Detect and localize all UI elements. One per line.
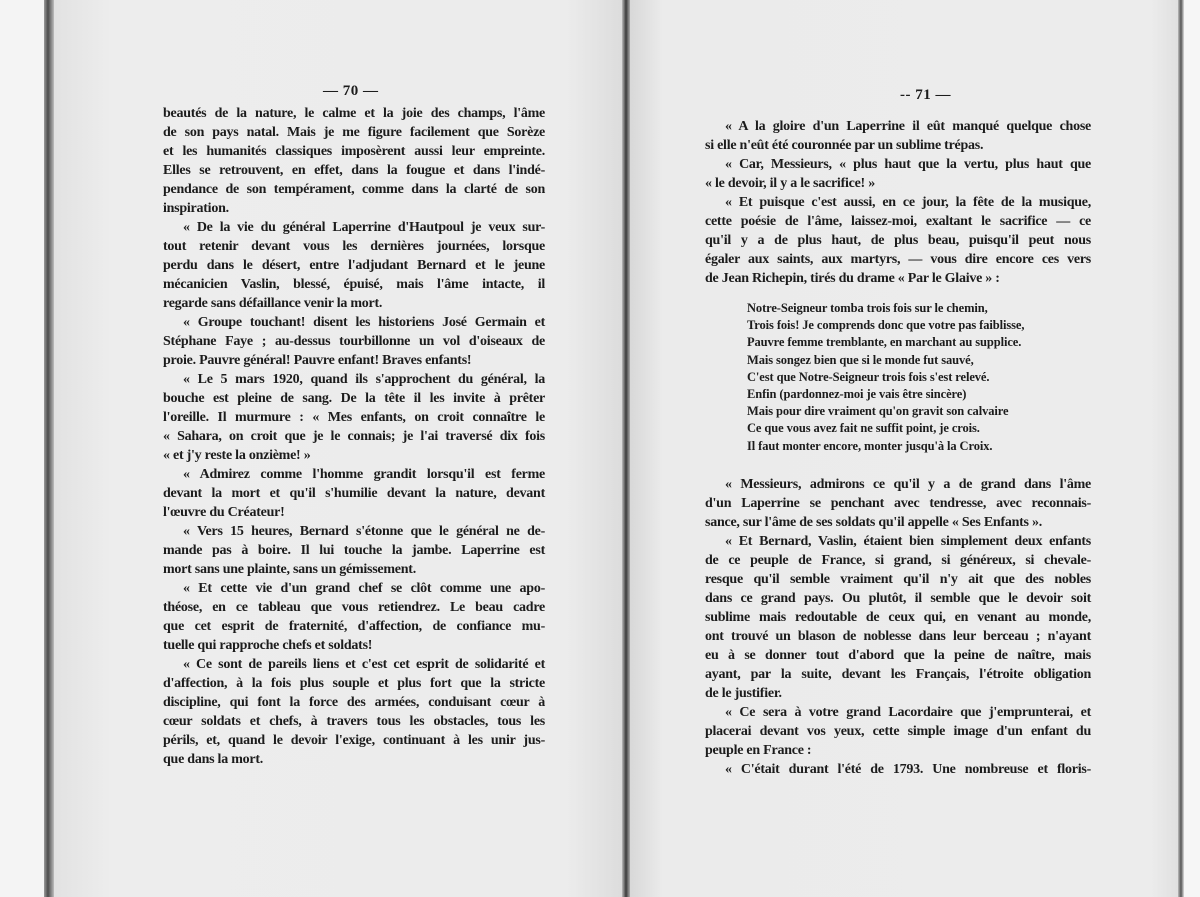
verse-quotation xyxy=(747,300,1024,455)
text-line: proie. Pauvre général! Pauvre enfant! Braves enfants! xyxy=(163,353,472,368)
text-line: « Sahara, on croit que je le connais; je l'ai traversé dix fois xyxy=(163,429,545,444)
text-line: « Groupe touchant! disent les historiens José Germain et xyxy=(183,315,545,330)
text-line: de son pays natal. Mais je me figure facilement que Sorèze xyxy=(163,125,545,140)
text-line: égaler aux saints, aux martyrs, — vous dire encore ces vers xyxy=(705,252,1091,267)
text-line: « C'était durant l'été de 1793. Une nombreuse et floris- xyxy=(725,762,1091,777)
text-line: l'oreille. Il murmure : « Mes enfants, on croit connaître le xyxy=(163,410,545,425)
text-line: pendance de son tempérament, comme dans la clarté de son xyxy=(163,182,545,197)
book-gutter xyxy=(622,0,630,897)
text-line: cette poésie de l'âme, laissez-moi, exaltant le sacrifice — ce xyxy=(705,214,1091,229)
text-line: discipline, qui font la force des armées, conduisant cœur à xyxy=(163,695,545,710)
right-page xyxy=(630,0,1178,897)
text-line: « le devoir, il y a le sacrifice! » xyxy=(705,176,875,191)
text-line: « A la gloire d'un Laperrine il eût manqué quelque chose xyxy=(725,119,1091,134)
background-margin xyxy=(1184,0,1200,897)
text-line: si elle n'eût été couronnée par un sublime trépas. xyxy=(705,138,984,153)
text-line: périls, et, quand le devoir l'exige, continuant à les unir jus- xyxy=(163,733,545,748)
text-line: inspiration. xyxy=(163,201,229,216)
text-line: « Admirez comme l'homme grandit lorsqu'il est ferme xyxy=(183,467,545,482)
verse-line: C'est que Notre-Seigneur trois fois s'est relevé. xyxy=(747,369,990,384)
text-line: mécanicien Vaslin, blessé, épuisé, mais l'âme intacte, il xyxy=(163,277,545,292)
left-page-text xyxy=(163,104,545,769)
text-line: sublime mais redoutable de ceux qui, en venant au monde, xyxy=(705,610,1091,625)
right-page-text-bottom xyxy=(705,475,1091,779)
text-line: « De la vie du général Laperrine d'Hautpoul je veux sur- xyxy=(183,220,545,235)
text-line: que cet esprit de fraternité, d'affection, de confiance mu- xyxy=(163,619,545,634)
text-line: « Le 5 mars 1920, quand ils s'approchent du général, la xyxy=(183,372,545,387)
text-line: beautés de la nature, le calme et la joie des champs, l'âme xyxy=(163,106,545,121)
text-line: Elles se retrouvent, en effet, dans la fougue et dans l'indé- xyxy=(163,163,545,178)
text-line: placerai devant vos yeux, cette simple image d'un enfant du xyxy=(705,724,1091,739)
verse-line: Trois fois! Je comprends donc que votre pas faiblisse, xyxy=(747,318,1025,333)
text-line: « Car, Messieurs, « plus haut que la vertu, plus haut que xyxy=(725,157,1091,172)
text-line: mort sans une plainte, sans un gémissement. xyxy=(163,562,416,577)
text-line: eu à se donner tout d'abord que la peine de naître, mais xyxy=(705,648,1091,663)
text-line: que dans la mort. xyxy=(163,752,263,767)
text-line: ayant, par la suite, devant les Français, l'étroite obligation xyxy=(705,667,1091,682)
page-number: — 70 — xyxy=(323,83,379,99)
left-page xyxy=(54,0,623,897)
right-page-text-top xyxy=(705,117,1091,288)
text-line: « Et puisque c'est aussi, en ce jour, la fête de la musique, xyxy=(725,195,1091,210)
text-line: cœur soldats et chefs, à travers tous les obstacles, tous les xyxy=(163,714,545,729)
text-line: sance, sur l'âme de ses soldats qu'il appelle « Ses Enfants ». xyxy=(705,515,1043,530)
text-line: « Ce sont de pareils liens et c'est cet esprit de solidarité et xyxy=(183,657,545,672)
page-number: -- 71 — xyxy=(900,87,951,103)
text-line: « Ce sera à votre grand Lacordaire que j'emprunterai, et xyxy=(725,705,1091,720)
text-line: et les humanités classiques imposèrent aussi leur empreinte. xyxy=(163,144,545,159)
text-line: peuple en France : xyxy=(705,743,812,758)
verse-line: Enfin (pardonnez-moi je vais être sincère) xyxy=(747,386,967,401)
text-line: de ce peuple de France, si grand, si généreux, si chevale- xyxy=(705,553,1091,568)
text-line: « Messieurs, admirons ce qu'il y a de grand dans l'âme xyxy=(725,477,1091,492)
text-line: bouche est pleine de sang. De la tête il les invite à prêter xyxy=(163,391,545,406)
text-line: ont trouvé un blason de noblesse dans leur berceau ; n'ayant xyxy=(705,629,1091,644)
text-line: « et j'y reste la onzième! » xyxy=(163,448,311,463)
text-line: d'un Laperrine se penchant avec tendresse, avec reconnais- xyxy=(705,496,1091,511)
text-line: l'œuvre du Créateur! xyxy=(163,505,285,520)
text-line: dans ce grand pays. Ou plutôt, il semble que le devoir soit xyxy=(705,591,1091,606)
text-line: « Et Bernard, Vaslin, étaient bien simplement deux enfants xyxy=(725,534,1091,549)
left-book-edge xyxy=(44,0,54,897)
text-line: de le justifier. xyxy=(705,686,782,701)
text-line: « Vers 15 heures, Bernard s'étonne que le général ne de- xyxy=(183,524,545,539)
text-line: théose, en ce tableau que vous retiendrez. Le beau cadre xyxy=(163,600,545,615)
text-line: perdu dans le désert, entre l'adjudant Bernard et le jeune xyxy=(163,258,545,273)
text-line: d'affection, à la fois plus souple et plus fort que la stricte xyxy=(163,676,545,691)
text-line: regarde sans défaillance venir la mort. xyxy=(163,296,383,311)
text-line: resque qu'il semble vraiment qu'il n'y ait que des nobles xyxy=(705,572,1091,587)
text-line: qu'il y a de plus haut, de plus beau, puisqu'il peut nous xyxy=(705,233,1091,248)
verse-line: Ce que vous avez fait ne suffit point, je crois. xyxy=(747,421,980,436)
verse-line: Notre-Seigneur tomba trois fois sur le chemin, xyxy=(747,301,988,315)
text-line: mande pas à boire. Il lui touche la jambe. Laperrine est xyxy=(163,543,545,558)
verse-line: Mais songez bien que si le monde fut sauvé, xyxy=(747,352,974,367)
verse-line: Pauvre femme tremblante, en marchant au supplice. xyxy=(747,335,1022,350)
verse-line: Mais pour dire vraiment qu'on gravit son calvaire xyxy=(747,404,1009,419)
text-line: tout retenir devant vous les dernières journées, lorsque xyxy=(163,239,545,254)
text-line: de Jean Richepin, tirés du drame « Par le Glaive » : xyxy=(705,271,1000,286)
verse-line: Il faut monter encore, monter jusqu'à la Croix. xyxy=(747,438,993,453)
text-line: tuelle qui rapproche chefs et soldats! xyxy=(163,638,373,653)
text-line: devant la mort et qu'il s'humilie devant la nature, devant xyxy=(163,486,545,501)
text-line: Stéphane Faye ; au-dessus tourbillonne un vol d'oiseaux de xyxy=(163,334,545,349)
text-line: « Et cette vie d'un grand chef se clôt comme une apo- xyxy=(183,581,545,596)
